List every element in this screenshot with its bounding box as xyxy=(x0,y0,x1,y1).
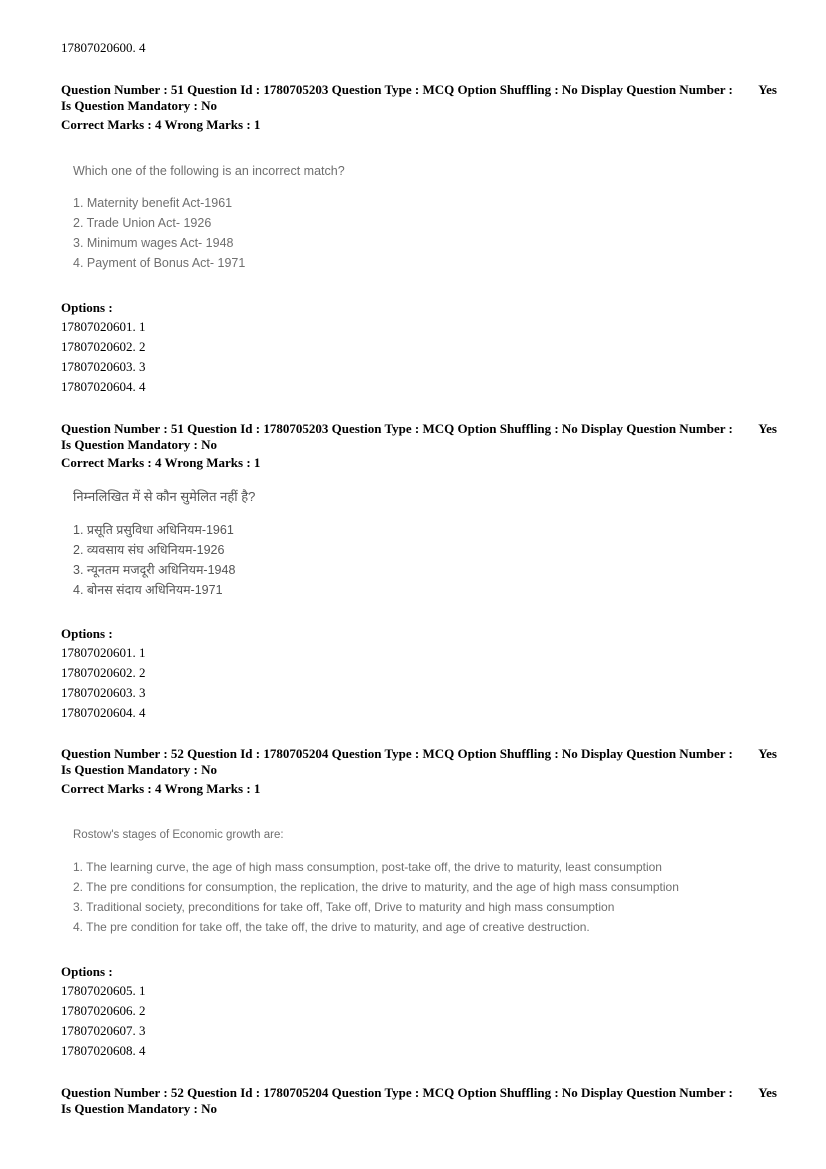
options-label: Options : xyxy=(61,300,113,315)
question-option: 2. Trade Union Act- 1926 xyxy=(73,216,212,230)
question-option: 1. The learning curve, the age of high mass consumption, post-take off, the drive to maturity, least consumption xyxy=(73,860,662,874)
question-meta: Question Number : 52 Question Id : 1780705204 Question Type : MCQ Option Shuffling : No Display Question Number : xyxy=(61,746,733,761)
option-item: 17807020604. 4 xyxy=(61,705,146,720)
options-list xyxy=(61,317,146,397)
previous-option-line: 17807020600. 4 xyxy=(61,40,146,55)
marks-line: Correct Marks : 4 Wrong Marks : 1 xyxy=(61,117,261,132)
question-option: 2. The pre conditions for consumption, the replication, the drive to maturity, and the age of high mass consumption xyxy=(73,880,679,894)
options-list xyxy=(61,643,146,723)
question-meta: Question Number : 52 Question Id : 1780705204 Question Type : MCQ Option Shuffling : No Display Question Number : xyxy=(61,1085,733,1100)
options-label: Options : xyxy=(61,626,113,641)
option-item: 17807020601. 1 xyxy=(61,319,146,334)
option-item: 17807020604. 4 xyxy=(61,379,146,394)
marks-line: Correct Marks : 4 Wrong Marks : 1 xyxy=(61,781,261,796)
question-option: 4. The pre condition for take off, the take off, the drive to maturity, and age of creative destruction. xyxy=(73,920,590,934)
question-text: निम्नलिखित में से कौन सुमेलित नहीं है? xyxy=(73,489,256,504)
display-question-number-value: Yes xyxy=(758,746,777,761)
question-option: 3. Minimum wages Act- 1948 xyxy=(73,236,234,250)
question-meta: Question Number : 51 Question Id : 1780705203 Question Type : MCQ Option Shuffling : No Display Question Number : xyxy=(61,421,733,436)
question-option: 2. व्यवसाय संघ अधिनियम-1926 xyxy=(73,543,225,557)
options-list xyxy=(61,981,146,1061)
question-meta: Question Number : 51 Question Id : 1780705203 Question Type : MCQ Option Shuffling : No Display Question Number : xyxy=(61,82,733,97)
option-item: 17807020603. 3 xyxy=(61,359,146,374)
option-item: 17807020608. 4 xyxy=(61,1043,146,1058)
mandatory-line: Is Question Mandatory : No xyxy=(61,762,218,777)
option-item: 17807020601. 1 xyxy=(61,645,146,660)
option-item: 17807020605. 1 xyxy=(61,983,146,998)
question-option: 4. बोनस संदाय अधिनियम-1971 xyxy=(73,583,223,597)
option-item: 17807020602. 2 xyxy=(61,665,146,680)
option-item: 17807020602. 2 xyxy=(61,339,146,354)
question-text: Rostow's stages of Economic growth are: xyxy=(73,829,284,841)
question-header xyxy=(61,746,777,778)
mandatory-line: Is Question Mandatory : No xyxy=(61,98,218,113)
question-header xyxy=(61,421,777,453)
question-image xyxy=(73,487,255,600)
question-option: 3. Traditional society, preconditions for take off, Take off, Drive to maturity and high mass consumption xyxy=(73,900,615,914)
display-question-number-value: Yes xyxy=(758,1085,777,1100)
option-item: 17807020607. 3 xyxy=(61,1023,146,1038)
option-item: 17807020606. 2 xyxy=(61,1003,146,1018)
question-option: 1. प्रसूति प्रसुविधा अधिनियम-1961 xyxy=(73,523,234,537)
question-header xyxy=(61,82,777,114)
question-option: 4. Payment of Bonus Act- 1971 xyxy=(73,256,246,270)
question-image xyxy=(73,829,679,937)
question-image xyxy=(73,164,345,273)
options-label: Options : xyxy=(61,964,113,979)
question-option: 1. Maternity benefit Act-1961 xyxy=(73,196,233,210)
question-text: Which one of the following is an incorrect match? xyxy=(73,164,345,178)
question-header xyxy=(61,1085,777,1117)
display-question-number-value: Yes xyxy=(758,82,777,97)
option-item: 17807020603. 3 xyxy=(61,685,146,700)
mandatory-line: Is Question Mandatory : No xyxy=(61,437,218,452)
display-question-number-value: Yes xyxy=(758,421,777,436)
question-option: 3. न्यूनतम मजदूरी अधिनियम-1948 xyxy=(73,563,236,577)
mandatory-line: Is Question Mandatory : No xyxy=(61,1101,218,1116)
marks-line: Correct Marks : 4 Wrong Marks : 1 xyxy=(61,455,261,470)
